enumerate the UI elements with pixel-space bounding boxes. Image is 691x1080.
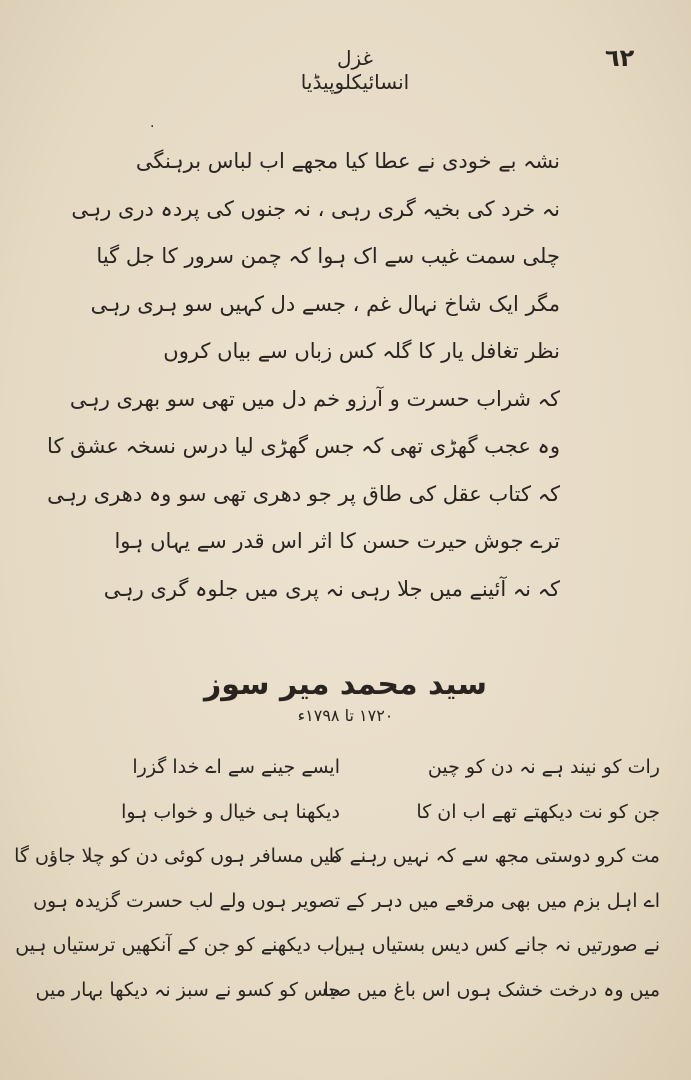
verse-line: ترے جوش حیرت حسن کا اثر اس قدر سے یہاں ہوا	[114, 529, 560, 553]
first-hemistich: اے اہل بزم میں بھی مرقعے میں دہر کے	[346, 889, 660, 912]
first-hemistich: جن کو نت دیکھتے تھے اب ان کا	[416, 800, 660, 823]
verse-line: کہ نہ آئینے میں جلا رہی نہ پری میں جلوہ گری رہی	[103, 576, 560, 601]
second-hemistich: اب دیکھنے کو جن کے آنکھیں ترستیاں ہیں	[15, 934, 340, 956]
first-hemistich: مت کرو دوستی مجھ سے کہ نہیں رہنے کا	[328, 845, 660, 867]
second-hemistich: جس کو کسو نے سبز نہ دیکھا بہار میں	[35, 978, 340, 1001]
couplet	[33, 879, 660, 924]
first-hemistich: میں وہ درخت خشک ہوں اس باغ میں صبا	[323, 978, 660, 1001]
couplet	[60, 745, 660, 790]
verse-line: نہ خرد کی بخیہ گری رہی ، نہ جنوں کی پردہ دری رہی	[71, 196, 560, 221]
page-number: ٦٢	[605, 44, 635, 72]
couplet	[60, 790, 660, 835]
second-hemistich: دیکھنا ہی خیال و خواب ہوا	[121, 800, 340, 823]
poet-heading	[0, 665, 691, 727]
first-hemistich: رات کو نیند ہے نہ دن کو چین	[427, 756, 660, 778]
verse-line: نظر تغافل یار کا گلہ کس زباں سے بیاں کروں	[163, 339, 560, 363]
ghazal-block	[47, 138, 560, 613]
verse-line: کہ شراب حسرت و آرزو خم دل میں تھی سو بھری رہی	[69, 386, 560, 411]
poet-dates: ١٧٢٠ تا ١٧٩٨ء	[297, 706, 394, 725]
poet-name: سید محمد میر سوز	[203, 667, 488, 702]
couplet	[35, 968, 660, 1013]
couplet	[15, 923, 660, 968]
second-hemistich: میں مسافر ہوں کوئی دن کو چلا جاؤں گا	[14, 845, 340, 867]
margin-mark: ·	[150, 119, 155, 135]
verse-line: مگر ایک شاخ نہال غم ، جسے دل کہیں سو ہری رہی	[90, 291, 560, 316]
verse-line: وہ عجب گھڑی تھی کہ جس گھڑی لیا درس نسخہ عشق کا	[47, 434, 560, 458]
verse-line: چلی سمت غیب سے اک ہوا کہ چمن سرور کا جل گیا	[96, 244, 560, 268]
first-hemistich: نے صورتیں نہ جانے کس دیس بستیاں ہیں	[334, 934, 660, 956]
running-head: غزل انسائیکلوپیڈیا	[300, 46, 410, 94]
second-hemistich: تصویر ہوں ولے لب حسرت گزیدہ ہوں	[33, 889, 340, 912]
verse-line: کہ کتاب عقل کی طاق پر جو دھری تھی سو وہ دھری رہی	[47, 481, 560, 506]
second-hemistich: ایسے جینے سے اے خدا گزرا	[132, 756, 340, 778]
couplets-block	[14, 745, 660, 1012]
couplet	[14, 834, 660, 879]
verse-line: نشہ بے خودی نے عطا کیا مجھے اب لباس برہنگی	[135, 149, 560, 173]
